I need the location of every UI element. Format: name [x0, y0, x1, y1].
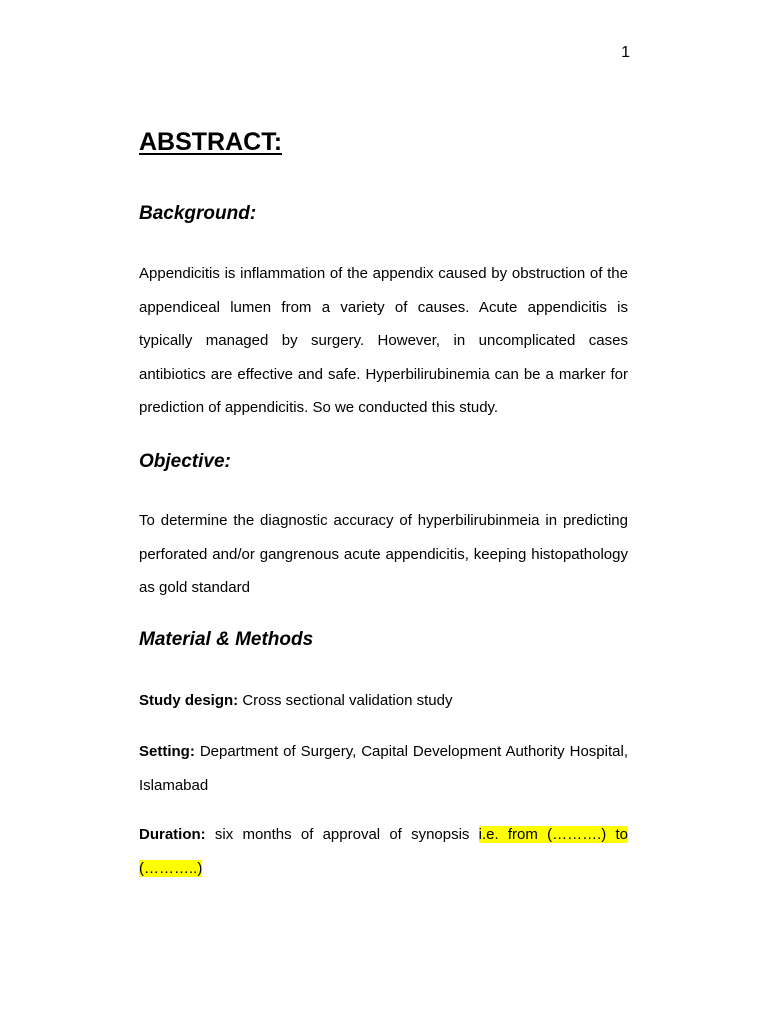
study-design-label: Study design:	[139, 692, 239, 709]
abstract-title: ABSTRACT:	[139, 128, 283, 156]
setting-text: Department of Surgery, Capital Development Authority Hospital, Islamabad	[139, 743, 628, 794]
background-paragraph: Appendicitis is inflammation of the appendix caused by obstruction of the appendiceal lumen from a variety of causes. Acute appendicitis is typically managed by surgery. However, in uncomplicated cases antibiotics are effective and safe. Hyperbilirubinemia can be a marker for prediction of appendicitis. So we conducted this study.	[139, 265, 628, 417]
duration-text: six months of approval of synopsis	[205, 826, 479, 843]
objective-heading: Objective:	[139, 451, 231, 472]
page-number: 1	[621, 44, 630, 61]
study-design-line	[139, 684, 628, 718]
duration-paragraph	[139, 818, 628, 885]
methods-heading: Material & Methods	[139, 629, 314, 650]
setting-paragraph	[139, 735, 628, 802]
study-design-text: Cross sectional validation study	[238, 692, 453, 709]
duration-highlighted-dates: i.e. from (……….) to (………..)	[139, 826, 628, 877]
objective-paragraph: To determine the diagnostic accuracy of hyperbilirubinmeia in predicting perforated and/or gangrenous acute appendicitis, keeping histopathology as gold standard	[139, 512, 628, 597]
background-heading: Background:	[139, 203, 257, 224]
duration-label: Duration:	[139, 826, 206, 843]
setting-label: Setting:	[139, 743, 195, 760]
